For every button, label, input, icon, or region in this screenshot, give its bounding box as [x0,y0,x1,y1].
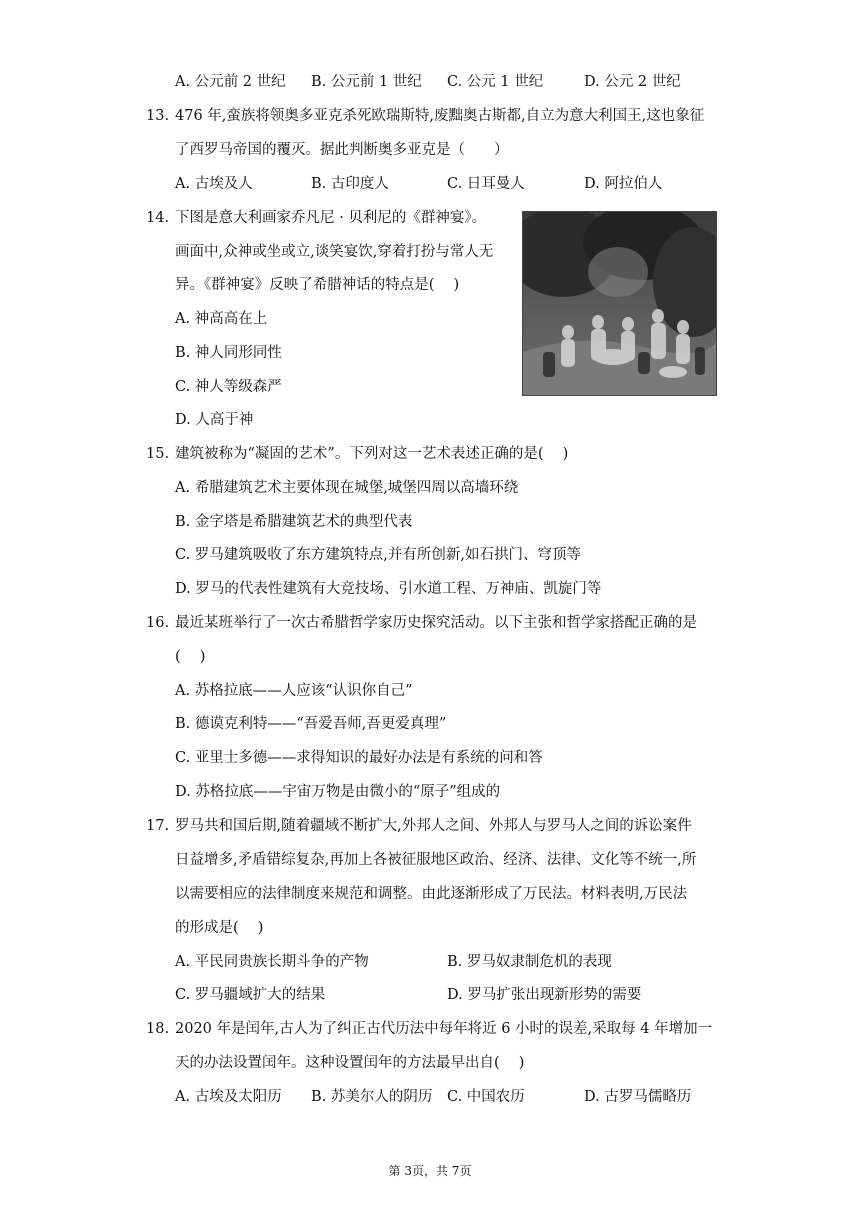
feast-of-the-gods-painting [522,211,717,396]
q18-stem-line-2: 天的办法设置闰年。这种设置闰年的方法最早出自( ) [175,1055,525,1071]
q15-stem-line-1: 建筑被称为“凝固的艺术”。下列对这一艺术表述正确的是( ) [175,446,569,462]
q16-stem-line-1: 最近某班举行了一次古希腊哲学家历史探究活动。以下主张和哲学家搭配正确的是 [175,615,697,631]
q17-stem-line-1: 罗马共和国后期,随着疆域不断扩大,外邦人之间、外邦人与罗马人之间的诉讼案件 [175,818,692,834]
q18-option-a: A. 古埃及太阳历 [175,1089,282,1105]
q15-option-d: D. 罗马的代表性建筑有大竞技场、引水道工程、万神庙、凯旋门等 [175,581,602,597]
q14-stem-line-3: 异。《群神宴》反映了希腊神话的特点是( ) [175,277,460,293]
q14-option-d: D. 人高于神 [175,412,254,428]
q14-stem-line-1: 下图是意大利画家乔凡尼 · 贝利尼的《群神宴》。 [175,210,487,226]
q16-stem-line-2: ( ) [175,649,206,665]
q18-number: 18. [146,1021,170,1037]
q14-option-b: B. 神人同形同性 [175,345,282,361]
q12-option-c: C. 公元 1 世纪 [447,74,544,90]
q13-stem-line-1: 476 年,蛮族将领奥多亚克杀死欧瑞斯特,废黜奥古斯都,自立为意大利国王,这也象征 [175,108,705,124]
q18-option-c: C. 中国农历 [447,1089,525,1105]
q12-option-a: A. 公元前 2 世纪 [175,74,286,90]
q16-number: 16. [146,615,170,631]
q16-option-c: C. 亚里士多德——求得知识的最好办法是有系统的问和答 [175,750,543,766]
q13-option-c: C. 日耳曼人 [447,176,525,192]
q14-stem-line-2: 画面中,众神或坐或立,谈笑宴饮,穿着打扮与常人无 [175,244,494,260]
q18-stem-line-1: 2020 年是闰年,古人为了纠正古代历法中每年将近 6 小时的误差,采取每 4 年增加一 [175,1021,713,1037]
q14-number: 14. [146,210,170,226]
q15-number: 15. [146,446,170,462]
q12-option-d: D. 公元 2 世纪 [584,74,681,90]
q17-option-c: C. 罗马疆域扩大的结果 [175,987,326,1003]
q13-stem-line-2: 了西罗马帝国的覆灭。据此判断奥多亚克是（ ） [175,142,509,158]
q15-option-c: C. 罗马建筑吸收了东方建筑特点,并有所创新,如石拱门、穹顶等 [175,547,582,563]
q12-option-b: B. 公元前 1 世纪 [311,74,422,90]
q16-option-d: D. 苏格拉底——宇宙万物是由微小的“原子”组成的 [175,784,501,800]
q15-option-a: A. 希腊建筑艺术主要体现在城堡,城堡四周以高墙环绕 [175,480,519,496]
q17-option-b: B. 罗马奴隶制危机的表现 [447,954,612,970]
q14-option-a: A. 神高高在上 [175,311,268,327]
page-footer: 第 3页，共 7页 [388,1164,472,1178]
q13-option-d: D. 阿拉伯人 [584,176,663,192]
q13-option-a: A. 古埃及人 [175,176,253,192]
q13-number: 13. [146,108,170,124]
q17-stem-line-4: 的形成是( ) [175,920,264,936]
q17-option-d: D. 罗马扩张出现新形势的需要 [447,987,642,1003]
q18-option-d: D. 古罗马儒略历 [584,1089,692,1105]
q14-option-c: C. 神人等级森严 [175,379,282,395]
q16-option-b: B. 德谟克利特——“吾爱吾师,吾更爱真理” [175,716,447,732]
q15-option-b: B. 金字塔是希腊建筑艺术的典型代表 [175,514,413,530]
q17-stem-line-2: 日益增多,矛盾错综复杂,再加上各被征服地区政治、经济、法律、文化等不统一,所 [175,852,697,868]
q17-option-a: A. 平民同贵族长期斗争的产物 [175,954,369,970]
q16-option-a: A. 苏格拉底——人应该“认识你自己” [175,683,413,699]
q17-stem-line-3: 以需要相应的法律制度来规范和调整。由此逐渐形成了万民法。材料表明,万民法 [175,886,688,902]
q17-number: 17. [146,818,170,834]
q18-option-b: B. 苏美尔人的阴历 [311,1089,433,1105]
q13-option-b: B. 古印度人 [311,176,389,192]
